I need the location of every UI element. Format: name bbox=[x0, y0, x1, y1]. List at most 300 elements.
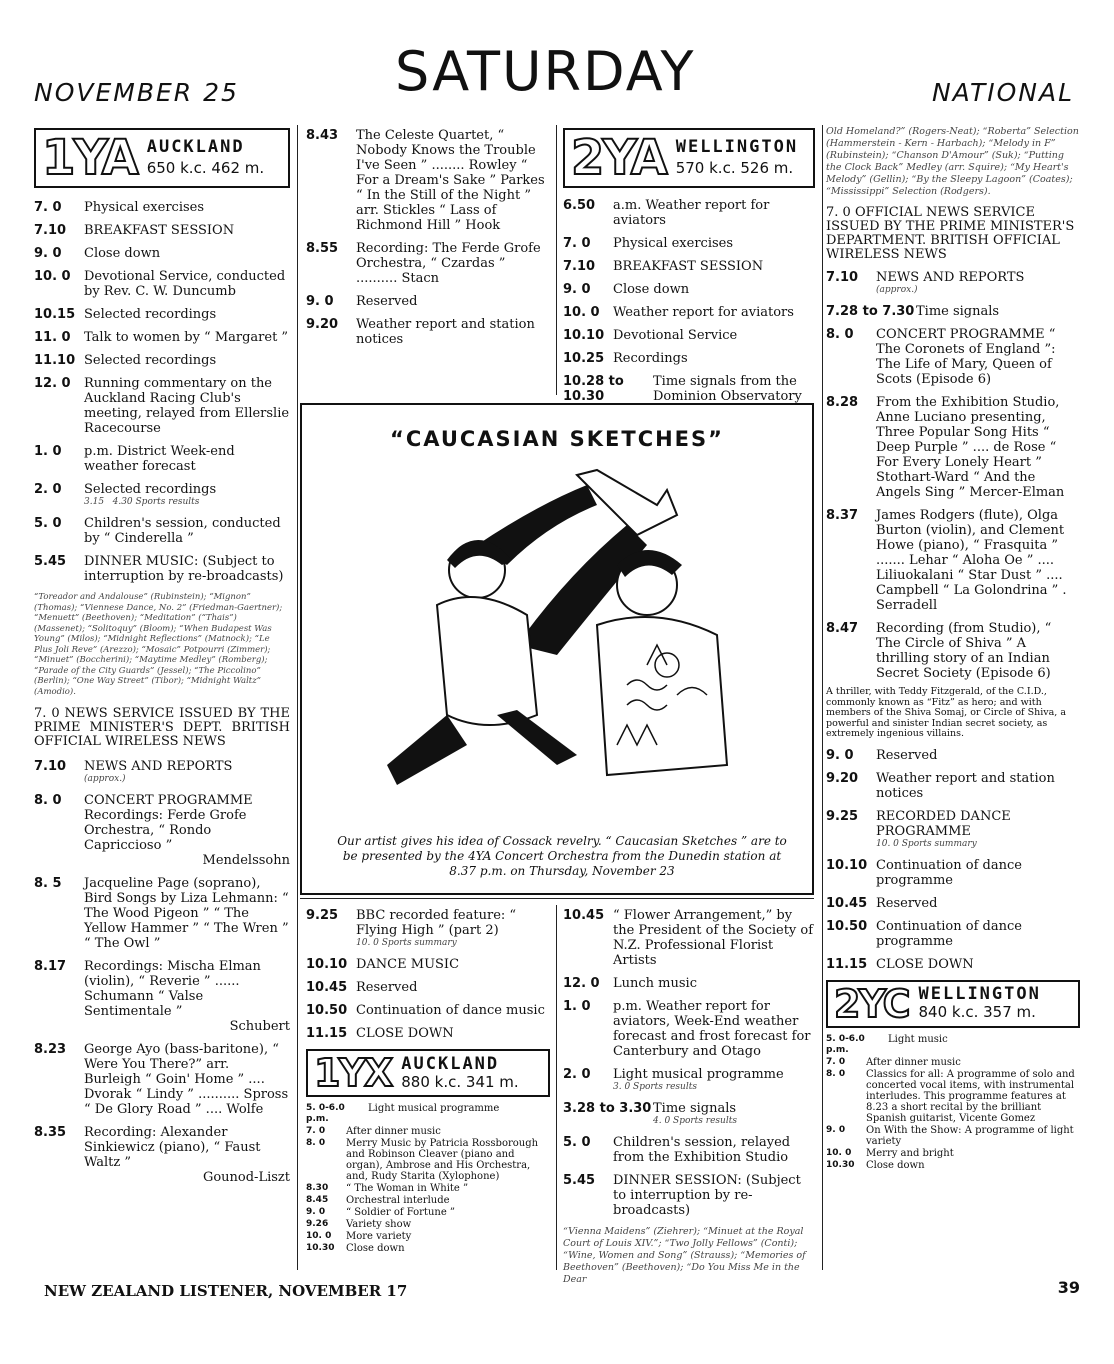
programme-time: 8. 0 bbox=[34, 793, 62, 808]
programme-time: 10.45 bbox=[563, 908, 605, 923]
programme-time: 10.15 bbox=[34, 307, 76, 322]
divider bbox=[300, 898, 814, 899]
station-frequency: 840 k.c. 357 m. bbox=[918, 1003, 1036, 1021]
station-city: WELLINGTON bbox=[675, 137, 799, 157]
programme-time: 10.50 bbox=[826, 918, 868, 934]
programme-title: Physical exercises bbox=[613, 236, 734, 251]
programme-item bbox=[306, 294, 550, 309]
programme-item bbox=[563, 374, 815, 404]
programme-desc bbox=[346, 1243, 550, 1254]
header-date: NOVEMBER 25 bbox=[34, 78, 239, 107]
programme-desc bbox=[866, 1148, 1080, 1159]
programme-title: Close down bbox=[346, 1243, 405, 1254]
programme-title: Classics for all: A programme of solo and concerted vocal items, with instrumental interludes. This programme features at 8.23 a short recital by the brilliant Spanish guitarist, Vicente Gomez bbox=[866, 1068, 1075, 1124]
programme-desc bbox=[613, 328, 815, 343]
programme-item bbox=[826, 1148, 1080, 1159]
programme-desc bbox=[876, 270, 1080, 296]
programme-item bbox=[826, 1125, 1080, 1147]
programme-time: 7.10 bbox=[34, 223, 67, 238]
column-1YA-late bbox=[306, 908, 550, 1255]
programme-time: 9. 0 bbox=[826, 747, 854, 763]
programme-title: The Celeste Quartet, “ Nobody Knows the Trouble I've Seen ” ........ Rowley “ For a Dream's Sake ” Parkes “ In the Still of the Night ” arr. Stickles “ Lass of Richmond Hill ” Hook bbox=[356, 128, 545, 233]
programme-time: 8. 0 bbox=[306, 1138, 326, 1148]
programme-title: NEWS AND REPORTS bbox=[876, 270, 1025, 285]
programme-desc bbox=[613, 1067, 815, 1093]
dinner-music-list: “Toreador and Andalouse” (Rubinstein); “Mignon” (Thomas); “Viennese Dance, No. 2” (Friedman-Gaertner); “Menuett” (Beethoven); “Meditation” (“Thais”) (Massenet); “Solitoquy” (Bloom); “When Budapest Was Young” (Milos); “Midnight Reflections” (Matnock); “Le Plus Joli Reve” (Arezzo); “Mosaic” Potpourri (Zimmer); “Minuet” (Boccherini); “Maytime Medley” (Romberg); “Parade of the City Guards” (Jessel); “The Piccolino” (Berlin); “One Way Street” (Tibor); “Midnight Waltz” (Amodio). bbox=[34, 592, 283, 697]
programme-item bbox=[563, 908, 815, 968]
divider bbox=[297, 125, 298, 1270]
programme-title: Close down bbox=[613, 282, 690, 297]
programme-time: 11.15 bbox=[306, 1026, 348, 1041]
programme-title: BREAKFAST SESSION bbox=[84, 223, 235, 238]
programme-time: 6.50 bbox=[563, 198, 596, 213]
programme-item bbox=[34, 376, 290, 436]
programme-item bbox=[34, 759, 290, 785]
programme-desc bbox=[346, 1183, 550, 1194]
programme-desc bbox=[356, 317, 550, 347]
programme-time: 8.28 bbox=[826, 395, 859, 410]
footer-publication: NEW ZEALAND LISTENER, NOVEMBER 17 bbox=[44, 1282, 408, 1300]
programme-title: DANCE MUSIC bbox=[356, 957, 460, 972]
column-1YA bbox=[34, 128, 290, 1193]
programme-time: 2. 0 bbox=[34, 482, 62, 497]
programme-item bbox=[826, 1160, 1080, 1171]
programme-item bbox=[563, 999, 815, 1059]
programme-title: Weather report and station notices bbox=[356, 317, 535, 347]
programme-time: 12. 0 bbox=[34, 376, 71, 391]
programme-item bbox=[826, 1034, 1080, 1056]
programme-time: 7.28 to 7.30 bbox=[826, 304, 915, 319]
programme-desc bbox=[84, 246, 290, 261]
programme-title: Devotional Service, conducted by Rev. C. W. Duncumb bbox=[84, 269, 286, 299]
programme-title: DINNER SESSION: (Subject to interruption by re-broadcasts) bbox=[613, 1173, 801, 1218]
programme-time: 7. 0 bbox=[306, 1126, 326, 1136]
programme-item bbox=[826, 1057, 1080, 1068]
programme-title: Weather report for aviators bbox=[613, 305, 794, 320]
thriller-note: A thriller, with Teddy Fitzgerald, of the C.I.D., commonly known as “Fitz” as hero; and with members of the Shiva Somaj, or Circle of Shiva, a powerful and sinister Indian secret society, as extremely ingenious villains. bbox=[826, 686, 1066, 739]
programme-desc bbox=[356, 980, 550, 995]
programme-item bbox=[34, 223, 290, 238]
station-city: AUCKLAND bbox=[401, 1053, 500, 1074]
column-2YA-evening bbox=[826, 126, 1080, 1172]
programme-sub: 4. 0 Sports results bbox=[653, 1116, 737, 1126]
programme-item bbox=[34, 330, 290, 345]
programme-time: 5.45 bbox=[34, 554, 67, 569]
programme-desc bbox=[84, 200, 290, 215]
programme-item bbox=[306, 1183, 550, 1194]
programme-desc bbox=[613, 305, 815, 320]
programme-desc bbox=[613, 1173, 815, 1218]
programme-title: Selected recordings bbox=[84, 482, 217, 497]
programme-title: Recordings: Mischa Elman (violin), “ Reverie ” ...... Schumann “ Valse Sentimentale ” bbox=[84, 959, 261, 1019]
programme-title: After dinner music bbox=[346, 1126, 441, 1137]
programme-desc bbox=[356, 128, 550, 233]
programme-item bbox=[826, 809, 1080, 850]
station-box-2YC bbox=[826, 980, 1080, 1028]
programme-sub: (approx.) bbox=[84, 774, 126, 784]
programme-desc bbox=[84, 554, 290, 584]
programme-time: 8.35 bbox=[34, 1125, 67, 1140]
programme-item bbox=[306, 1103, 550, 1125]
programme-time: 8. 0 bbox=[826, 1068, 846, 1079]
programme-title: CLOSE DOWN bbox=[356, 1026, 454, 1041]
programme-time: 8.30 bbox=[306, 1183, 329, 1193]
programme-desc bbox=[84, 516, 290, 546]
programme-item bbox=[306, 1003, 550, 1018]
programme-title: On With the Show: A programme of light variety bbox=[866, 1124, 1074, 1147]
programme-title: Children's session, relayed from the Exhibition Studio bbox=[613, 1135, 791, 1165]
programme-desc bbox=[356, 1003, 550, 1018]
page-number: 39 bbox=[1057, 1278, 1080, 1297]
programme-item bbox=[306, 1026, 550, 1041]
programme-title: Children's session, conducted by “ Cinderella ” bbox=[84, 516, 281, 546]
column-1YA-cont bbox=[306, 128, 550, 355]
programme-title: Merry and bright bbox=[866, 1147, 954, 1159]
programme-title: CLOSE DOWN bbox=[876, 956, 974, 972]
programme-time: 8. 0 bbox=[826, 327, 854, 342]
programme-item bbox=[306, 128, 550, 233]
illustration-box bbox=[300, 403, 814, 895]
programme-item bbox=[306, 957, 550, 972]
programme-desc bbox=[356, 241, 550, 286]
programme-item bbox=[563, 305, 815, 320]
programme-desc bbox=[84, 353, 290, 368]
programme-desc bbox=[866, 1069, 1080, 1124]
programme-time: 9.20 bbox=[826, 770, 859, 786]
programme-title: DINNER MUSIC: (Subject to interruption by re-broadcasts) bbox=[84, 554, 284, 584]
programme-time: 9. 0 bbox=[34, 246, 62, 261]
programme-time: 7.10 bbox=[34, 759, 67, 774]
programme-time: 1. 0 bbox=[563, 999, 591, 1014]
programme-time: 10.45 bbox=[306, 980, 348, 995]
programme-desc bbox=[876, 327, 1080, 387]
programme-desc bbox=[866, 1057, 1080, 1068]
programme-desc bbox=[876, 508, 1080, 613]
programme-title: BBC recorded feature: “ Flying High ” (part 2) bbox=[356, 908, 517, 938]
programme-title: Lunch music bbox=[613, 976, 697, 991]
station-box-1YA bbox=[34, 128, 290, 188]
programme-time: 10. 0 bbox=[563, 305, 600, 320]
programme-title: Merry Music by Patricia Rossborough and Robinson Cleaver (piano and organ), Ambrose and His Orchestra, and, Rudy Starita (Xylophone) bbox=[346, 1138, 539, 1182]
divider bbox=[556, 905, 557, 1270]
programme-item bbox=[826, 304, 1080, 319]
programme-time: 8. 5 bbox=[34, 876, 62, 891]
programme-title: Orchestral interlude bbox=[346, 1195, 450, 1206]
programme-title: Devotional Service bbox=[613, 328, 738, 343]
programme-item bbox=[826, 957, 1080, 972]
programme-item bbox=[563, 1135, 815, 1165]
programme-title: “ The Woman in White ” bbox=[346, 1183, 469, 1194]
programme-time: 8.45 bbox=[306, 1195, 329, 1205]
programme-time: 10.10 bbox=[563, 328, 605, 343]
programme-time: 12. 0 bbox=[563, 976, 600, 991]
programme-item bbox=[563, 1101, 815, 1127]
programme-desc bbox=[876, 896, 1080, 911]
programme-desc bbox=[84, 269, 290, 299]
news-service: 7. 0 OFFICIAL NEWS SERVICE ISSUED BY THE PRIME MINISTER'S DEPARTMENT. BRITISH OFFICIAL WIRELESS NEWS bbox=[826, 205, 1075, 262]
dinner-session-list: “Vienna Maidens” (Ziehrer); “Minuet at the Royal Court of Louis XIV.”; “Two Jolly Fellows” (Conti); “Wine, Women and Song” (Strauss); “Memories of Beethoven” (Beethoven); “Do You Miss Me in the Dear bbox=[563, 1226, 806, 1285]
programme-title: BREAKFAST SESSION bbox=[613, 259, 764, 274]
programme-title: Recordings bbox=[613, 351, 688, 366]
programme-item bbox=[563, 1173, 815, 1218]
programme-title: Reserved bbox=[876, 895, 938, 911]
programme-desc bbox=[613, 351, 815, 366]
programme-title: Running commentary on the Auckland Racing Club's meeting, relayed from Ellerslie Racecourse bbox=[84, 376, 290, 436]
station-box-1YX bbox=[306, 1049, 550, 1097]
station-city: WELLINGTON bbox=[918, 984, 1041, 1004]
station-box-2YA bbox=[563, 128, 815, 188]
programme-time: 3.28 to 3.30 bbox=[563, 1101, 652, 1116]
programme-item bbox=[34, 516, 290, 546]
programme-item bbox=[34, 959, 290, 1034]
column-2YA-cont bbox=[563, 908, 815, 1286]
programme-desc bbox=[876, 748, 1080, 763]
programme-time: 7. 0 bbox=[826, 1056, 846, 1067]
programme-title: Light music bbox=[888, 1033, 948, 1045]
programme-title: Weather report and station notices bbox=[876, 770, 1055, 801]
programme-item bbox=[826, 508, 1080, 613]
programme-item bbox=[826, 395, 1080, 500]
programme-item bbox=[826, 771, 1080, 801]
station-frequency: 570 k.c. 526 m. bbox=[675, 159, 794, 177]
programme-desc bbox=[346, 1126, 550, 1137]
header-network: NATIONAL bbox=[931, 78, 1074, 107]
programme-item bbox=[34, 353, 290, 368]
programme-time: 5. 0-6.0 p.m. bbox=[826, 1033, 865, 1055]
programme-time: 11.15 bbox=[826, 956, 868, 972]
programme-item bbox=[563, 1067, 815, 1093]
divider bbox=[822, 125, 823, 1270]
programme-item bbox=[306, 1195, 550, 1206]
programme-desc bbox=[356, 1026, 550, 1041]
programme-title: Physical exercises bbox=[84, 200, 205, 215]
programme-item bbox=[563, 351, 815, 366]
programme-right: Schubert bbox=[229, 1019, 290, 1034]
programme-title: p.m. Weather report for aviators, Week-End weather forecast and frost forecast for Canterbury and Otago bbox=[613, 999, 811, 1059]
programme-title: CONCERT PROGRAMME “ The Coronets of England ”: The Life of Mary, Queen of Scots (Episode 6) bbox=[876, 327, 1056, 387]
programme-desc bbox=[356, 908, 550, 949]
programme-item bbox=[563, 259, 815, 274]
programme-desc bbox=[613, 259, 815, 274]
programme-sub: 3.15 4.30 Sports results bbox=[84, 497, 200, 507]
programme-extra: Recordings: Ferde Grofe Orchestra, “ Rondo Capriccioso ” bbox=[84, 808, 247, 853]
programme-time: 10.30 bbox=[306, 1243, 335, 1253]
programme-desc bbox=[613, 908, 815, 968]
programme-item bbox=[306, 1243, 550, 1254]
programme-time: 9.26 bbox=[306, 1219, 329, 1229]
programme-time: 10. 0 bbox=[34, 269, 71, 284]
illustration-caption: Our artist gives his idea of Cossack revelry. “ Caucasian Sketches ” are to be presented by the 4YA Concert Orchestra from the Dunedin station at 8.37 p.m. on Thursday, November 23 bbox=[337, 834, 787, 878]
programme-item bbox=[826, 748, 1080, 763]
programme-time: 10.10 bbox=[826, 857, 868, 873]
programme-time: 5.45 bbox=[563, 1173, 596, 1188]
programme-title: Time signals bbox=[653, 1101, 737, 1116]
programme-item bbox=[306, 980, 550, 995]
programme-desc bbox=[876, 809, 1080, 850]
header-day: SATURDAY bbox=[395, 40, 696, 103]
programme-title: Light musical programme bbox=[613, 1067, 784, 1082]
programme-title: Continuation of dance programme bbox=[876, 857, 1022, 888]
programme-title: Jacqueline Page (soprano), Bird Songs by Liza Lehmann: “ The Wood Pigeon ” “ The Yellow Hammer ” “ The Wren ” “ The Owl ” bbox=[84, 876, 289, 951]
programme-desc bbox=[346, 1138, 550, 1182]
programme-item bbox=[34, 793, 290, 868]
programme-time: 10.28 to 10.30 bbox=[563, 374, 624, 404]
programme-title: p.m. District Week-end weather forecast bbox=[84, 444, 235, 474]
programme-desc bbox=[613, 999, 815, 1059]
programme-time: 1. 0 bbox=[34, 444, 62, 459]
programme-desc bbox=[876, 395, 1080, 500]
programme-title: Reserved bbox=[356, 980, 418, 995]
programme-desc bbox=[84, 330, 290, 345]
programme-time: 10. 0 bbox=[826, 1147, 852, 1158]
programme-time: 9. 0 bbox=[306, 1207, 326, 1217]
column-2YA bbox=[563, 128, 815, 412]
programme-item bbox=[34, 1125, 290, 1185]
programme-time: 9. 0 bbox=[563, 282, 591, 297]
programme-desc bbox=[356, 957, 550, 972]
programme-desc bbox=[346, 1231, 550, 1242]
programme-title: a.m. Weather report for aviators bbox=[613, 198, 770, 228]
programme-desc bbox=[876, 858, 1080, 888]
programme-title: From the Exhibition Studio, Anne Luciano presenting, Three Popular Song Hits “ Deep Purple ” .... de Rose “ For Every Lonely Heart ” Stothart-Ward “ And the Angels Sing ” Mercer-Elman bbox=[876, 395, 1065, 500]
programme-sub: (approx.) bbox=[876, 285, 918, 295]
programme-time: 9.25 bbox=[826, 808, 859, 824]
programme-time: 9.20 bbox=[306, 317, 339, 332]
programme-item bbox=[34, 307, 290, 322]
programme-title: Variety show bbox=[346, 1219, 412, 1230]
programme-time: 11.10 bbox=[34, 353, 76, 368]
cossack-dancers-illustration bbox=[327, 465, 787, 825]
programme-desc bbox=[613, 976, 815, 991]
programme-item bbox=[34, 200, 290, 215]
programme-desc bbox=[84, 1125, 290, 1185]
programme-desc bbox=[84, 223, 290, 238]
programme-desc bbox=[84, 959, 290, 1034]
programme-item bbox=[563, 328, 815, 343]
programme-item bbox=[826, 327, 1080, 387]
programme-time: 2. 0 bbox=[563, 1067, 591, 1082]
programme-desc bbox=[888, 1034, 1080, 1056]
programme-item bbox=[563, 282, 815, 297]
programme-time: 10. 0 bbox=[306, 1231, 332, 1241]
programme-time: 8.23 bbox=[34, 1042, 67, 1057]
programme-item bbox=[563, 198, 815, 228]
programme-desc bbox=[876, 621, 1080, 681]
news-service: 7. 0 NEWS SERVICE ISSUED BY THE PRIME MINISTER'S DEPT. BRITISH OFFICIAL WIRELESS NEWS bbox=[34, 706, 290, 749]
illustration-title: “CAUCASIAN SKETCHES” bbox=[390, 427, 724, 451]
programme-time: 10.10 bbox=[306, 957, 348, 972]
programme-time: 5. 0 bbox=[34, 516, 62, 531]
programme-time: 8.43 bbox=[306, 128, 339, 143]
programme-desc bbox=[346, 1219, 550, 1230]
programme-sub: 3. 0 Sports results bbox=[613, 1082, 697, 1092]
programme-item bbox=[306, 317, 550, 347]
programme-item bbox=[306, 1207, 550, 1218]
programme-desc bbox=[866, 1160, 1080, 1171]
programme-title: Recording: Alexander Sinkiewicz (piano), “ Faust Waltz ” bbox=[84, 1125, 261, 1170]
programme-item bbox=[306, 1231, 550, 1242]
programme-title: More variety bbox=[346, 1231, 412, 1242]
programme-time: 7. 0 bbox=[34, 200, 62, 215]
programme-title: Recording (from Studio), “ The Circle of Shiva ” A thrilling story of an Indian Secret Society (Episode 6) bbox=[876, 621, 1052, 681]
programme-desc bbox=[876, 957, 1080, 972]
programme-time: 5. 0-6.0 p.m. bbox=[306, 1103, 345, 1124]
programme-item bbox=[34, 554, 290, 584]
programme-title: Close down bbox=[866, 1159, 925, 1171]
divider bbox=[556, 125, 557, 395]
programme-title: Selected recordings bbox=[84, 353, 217, 368]
programme-title: RECORDED DANCE PROGRAMME bbox=[876, 808, 1011, 839]
programme-time: 9. 0 bbox=[306, 294, 334, 309]
station-city: AUCKLAND bbox=[146, 137, 245, 157]
programme-item bbox=[34, 444, 290, 474]
programme-time: 8.17 bbox=[34, 959, 67, 974]
programme-item bbox=[826, 896, 1080, 911]
programme-desc bbox=[84, 1042, 290, 1117]
station-code: 1YX bbox=[314, 1051, 392, 1095]
programme-title: Continuation of dance programme bbox=[876, 918, 1022, 949]
programme-title: “ Flower Arrangement,” by the President of the Society of N.Z. Professional Florist Artists bbox=[613, 908, 814, 968]
dinner-music-list-cont: Old Homeland?” (Rogers-Neat); “Roberta” Selection (Hammerstein - Kern - Harbach); “Melody in F” (Rubinstein); “Chanson D'Amour” (Suk); “Putting the Clock Back” Medley (arr. Squire); “My Heart's Melody” (Gellin); “By the Sleepy Lagoon” (Coates); “Mississippi” Selection (Rodgers). bbox=[826, 126, 1079, 197]
programme-desc bbox=[916, 304, 1080, 319]
programme-time: 11. 0 bbox=[34, 330, 71, 345]
programme-time: 9. 0 bbox=[826, 1124, 846, 1135]
programme-desc bbox=[84, 444, 290, 474]
programme-title: Continuation of dance music bbox=[356, 1003, 545, 1018]
programme-desc bbox=[876, 919, 1080, 949]
programme-item bbox=[563, 976, 815, 991]
programme-time: 5. 0 bbox=[563, 1135, 591, 1150]
programme-desc bbox=[876, 771, 1080, 801]
station-frequency: 650 k.c. 462 m. bbox=[146, 159, 265, 177]
programme-item bbox=[563, 236, 815, 251]
programme-right: Gounod-Liszt bbox=[202, 1170, 290, 1185]
programme-sub: 10. 0 Sports summary bbox=[876, 838, 977, 849]
programme-title: Reserved bbox=[876, 747, 938, 763]
station-code: 2YC bbox=[834, 981, 909, 1026]
programme-item bbox=[826, 270, 1080, 296]
programme-time: 10.50 bbox=[306, 1003, 348, 1018]
programme-desc bbox=[84, 759, 290, 785]
programme-desc bbox=[84, 876, 290, 951]
programme-title: CONCERT PROGRAMME bbox=[84, 793, 253, 808]
programme-time: 10.25 bbox=[563, 351, 605, 366]
programme-title: Selected recordings bbox=[84, 307, 217, 322]
programme-item bbox=[826, 621, 1080, 681]
programme-desc bbox=[653, 1101, 815, 1127]
programme-time: 7.10 bbox=[826, 270, 859, 285]
programme-desc bbox=[84, 307, 290, 322]
programme-desc bbox=[613, 198, 815, 228]
programme-title: NEWS AND REPORTS bbox=[84, 759, 233, 774]
programme-desc bbox=[84, 376, 290, 436]
station-code: 2YA bbox=[571, 130, 666, 186]
programme-desc bbox=[346, 1207, 550, 1218]
programme-title: Talk to women by “ Margaret ” bbox=[84, 330, 289, 345]
programme-item bbox=[826, 1069, 1080, 1124]
programme-item bbox=[34, 246, 290, 261]
programme-item bbox=[306, 908, 550, 949]
programme-time: 8.37 bbox=[826, 508, 859, 523]
programme-item bbox=[34, 1042, 290, 1117]
programme-time: 8.47 bbox=[826, 621, 859, 636]
programme-time: 10.45 bbox=[826, 895, 868, 911]
programme-title: Recording: The Ferde Grofe Orchestra, “ Czardas ” .......... Stacn bbox=[356, 241, 541, 286]
programme-sub: 10. 0 Sports summary bbox=[356, 938, 457, 948]
programme-item bbox=[306, 1126, 550, 1137]
station-code: 1YA bbox=[42, 130, 137, 186]
programme-item bbox=[34, 269, 290, 299]
